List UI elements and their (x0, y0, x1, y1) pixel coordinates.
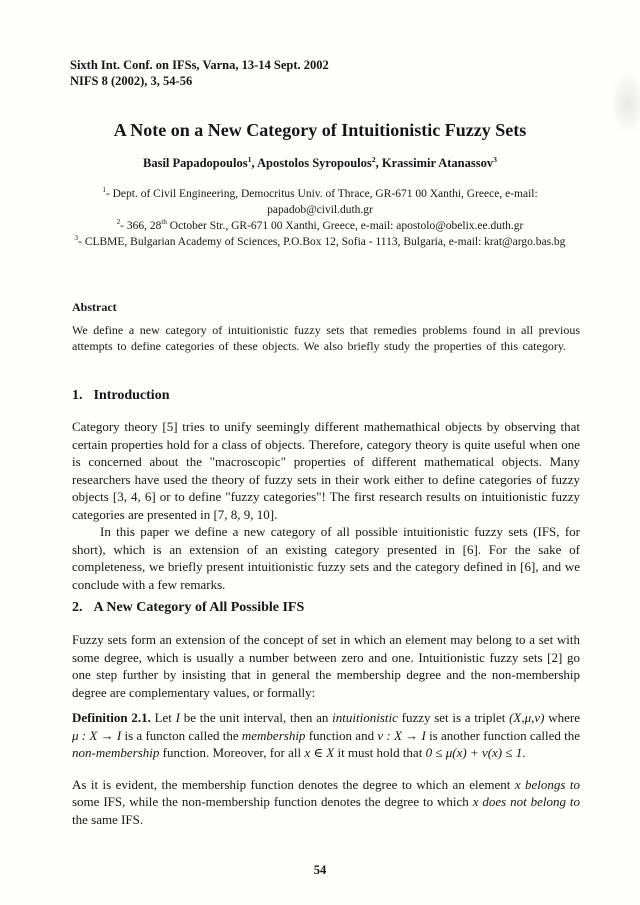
abstract-text: We define a new category of intuitionistic fuzzy sets that remedies problems found in all previous attempts to define categories of these objects. We also briefly study the properties of this category. (72, 323, 580, 353)
affiliations-block (62, 186, 578, 250)
section-2-number: 2. (72, 600, 83, 615)
authors-line: Basil Papadopoulos$^1$, Apostolos Syropoulos$^2$, Krassimir Atanassov$^3$ (143, 154, 497, 170)
section-1-number: 1. (72, 388, 83, 403)
ifs-intro-paragraph: Fuzzy sets form an extension of the concept of set in which an element may belong to a set with some degree, which is usually a number between zero and one. Intuitionistic fuzzy sets [2] go one step further by insisting that in general the membership degree and the non-membership degree are complementary values, or formally: (72, 632, 580, 700)
scan-artifact-smudge (610, 72, 640, 134)
closing-paragraph: As it is evident, the membership function denotes the degree to which an element x belongs to some IFS, while the non-membership function denotes the degree to which x does not belong to the same IFS. (72, 776, 581, 827)
section-2-heading (72, 600, 304, 616)
section-1-heading (72, 388, 169, 404)
section-2-title: A New Category of All Possible IFS (93, 600, 305, 615)
intro-paragraph-1: Category theory [5] tries to unify seemingly different mathemathical objects by observing that certain properties hold for a class of objects. Therefore, category theory is quite useful when one is concerned about the "macroscopic" properties of different mathematical objects. Many researchers have used the theory of fuzzy sets in their work either to define categories of fuzzy objects [3, 4, 6] or to define "fuzzy categories"! The first research results on intuitionistic fuzzy categories are presented in [7, 8, 9, 10]. (72, 419, 580, 522)
section-1-title: Introduction (93, 388, 170, 403)
affiliation-item-3: $^3$- CLBME, Bulgarian Academy of Sciences, P.O.Box 12, Sofia - 1113, Bulgaria, e-mail: krat@argo.bas.bg (74, 234, 566, 248)
affiliation-item-1: $^1$- Dept. of Civil Engineering, Democritus Univ. of Thrace, GR-671 00 Xanthi, Greece, e-mail: papadob@civil.duth.gr (102, 186, 538, 216)
abstract-heading: Abstract (72, 300, 117, 314)
section-1-body (72, 418, 580, 593)
conference-header (70, 57, 590, 89)
intro-paragraph-2: In this paper we define a new category of all possible intuitionistic fuzzy sets (IFS, for short), which is an extension of an existing category presented in [6]. For the sake of completeness, we briefly present intuitionistic fuzzy sets and the category defined in [6], and we conclude with a few remarks. (72, 524, 580, 592)
paper-title: A Note on a New Category of Intuitionistic Fuzzy Sets (113, 120, 527, 140)
affiliation-item-2: $^2$- 366, 28th October Str., GR-671 00 Xanthi, Greece, e-mail: apostolo@obelix.ee.duth.gr (116, 218, 524, 232)
conference-header-line2: NIFS 8 (2002), 3, 54-56 (70, 74, 193, 88)
section-2-body (72, 631, 580, 828)
definition-2-1: Definition 2.1. Let I be the unit interval, then an intuitionistic fuzzy set is a triplet (X,μ,ν) where μ : X → I is a functon called the membership function and ν : X → I is another function called the non-membership function. Moreover, for all x ∈ X it must hold that 0 ≤ μ(x) + ν(x) ≤ 1. (72, 710, 581, 760)
conference-header-line1: Sixth Int. Conf. on IFSs, Varna, 13-14 Sept. 2002 (70, 58, 329, 72)
page-number: 54 (313, 863, 327, 877)
